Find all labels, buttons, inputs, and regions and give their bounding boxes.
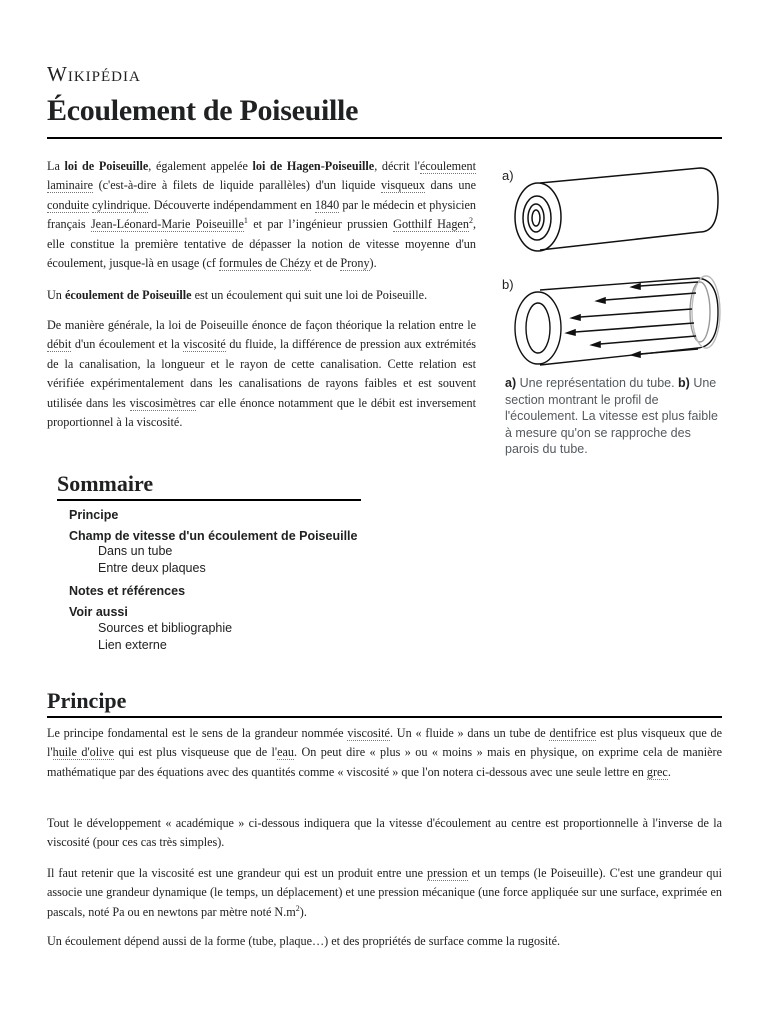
tube-illustration xyxy=(500,160,722,370)
text: qui est plus visqueuse que de l' xyxy=(114,745,278,760)
link-hagen[interactable]: Gotthilf Hagen xyxy=(393,217,469,232)
text: . On peut dire « plus » ou « moins » mais en physique, on exprime cela de manière mathématique par des équations avec des quantités comme « viscosité » que l'on notera ci-dessous avec une seule lettre en xyxy=(47,745,722,779)
text: La xyxy=(47,159,65,173)
text: . xyxy=(667,764,671,779)
text: et un temps (le Poiseuille). C'est une grandeur qui associe une grandeur dynamique (le temps, un déplacement) et une pression mécanique (une force appliquée sur une surface, exprimée en pascals, noté Pa ou en newtons par mètre noté N.m xyxy=(47,866,722,919)
toc-item-voir-aussi[interactable]: Voir aussi xyxy=(69,605,128,619)
text: , elle constitue la première tentative de dépasser la notion de vitesse moyenne d'un écoulement, jusque-là en usage (cf xyxy=(47,217,476,271)
tube-a-drawing xyxy=(515,168,718,251)
bold-term: loi de Hagen-Poiseuille xyxy=(252,159,375,173)
toc-item-entre-deux-plaques[interactable]: Entre deux plaques xyxy=(98,561,206,575)
link-viscosimetres[interactable]: viscosimètres xyxy=(129,395,196,410)
text: (c'est-à-dire à filets de liquide parallèles) d'un liquide xyxy=(93,178,381,193)
intro-paragraph-1 xyxy=(47,157,476,273)
figure-label-b: b) xyxy=(502,277,514,292)
bold-term: écoulement de Poiseuille xyxy=(64,288,192,302)
toc-item-champ-de-vitesse[interactable]: Champ de vitesse d'un écoulement de Poiseuille xyxy=(69,529,358,543)
caption-text-b: Une section montrant le profil de l'écoulement. La vitesse est plus faible à mesure qu'on se rapproche des parois du tube. xyxy=(505,376,718,457)
link-debit[interactable]: débit xyxy=(47,337,72,352)
section-divider xyxy=(47,716,722,718)
toc-title: Sommaire xyxy=(57,471,154,496)
section-heading-principe: Principe xyxy=(47,688,127,713)
link-viscosite-2[interactable]: viscosité xyxy=(347,726,390,740)
link-formules-chezy[interactable]: formules de Chézy xyxy=(218,256,311,271)
text: car elle énonce notamment que le débit est inversement proportionnel à la viscosité. xyxy=(47,395,476,430)
text: De manière générale, la loi de Poiseuille énonce de façon théorique la relation entre le xyxy=(47,318,476,332)
link-ecoulement-laminaire[interactable]: écoulement laminaire xyxy=(47,159,477,193)
principe-paragraph-1 xyxy=(47,724,722,782)
reference-1[interactable]: 1 xyxy=(243,216,248,226)
toc-item-dans-un-tube[interactable]: Dans un tube xyxy=(98,544,173,558)
text: Un xyxy=(47,288,65,302)
text: Le principe fondamental est le sens de la grandeur nommée xyxy=(47,726,348,740)
link-prony[interactable]: Prony xyxy=(340,256,370,271)
principe-paragraph-4: Un écoulement dépend aussi de la forme (tube, plaque…) et des propriétés de surface comme la rugosité. xyxy=(47,934,561,948)
wikipedia-wordmark[interactable]: Wikipédia xyxy=(47,62,141,86)
toc-item-sources[interactable]: Sources et bibliographie xyxy=(98,621,233,635)
text: . Un « fluide » dans un tube de xyxy=(389,726,550,740)
link-eau[interactable]: eau xyxy=(277,745,295,760)
text: est un écoulement qui suit une loi de Poiseuille. xyxy=(191,288,428,302)
text: d'un écoulement et la xyxy=(71,337,184,352)
toc-item-notes-references[interactable]: Notes et références xyxy=(69,584,186,598)
link-grec[interactable]: grec xyxy=(646,764,668,779)
link-visqueux[interactable]: visqueux xyxy=(380,178,425,193)
figure-caption xyxy=(505,375,720,458)
text: du fluide, la différence de pression aux extrémités de la canalisation, la longueur et le rayon de cette canalisation. Cette relation est vérifiée expérimentalement dans les canalisations de rayons faibles et est souvent utilisée dans les xyxy=(47,337,476,410)
caption-mark-b: b) xyxy=(678,376,690,390)
principe-paragraph-3 xyxy=(47,864,722,922)
link-huile-olive[interactable]: huile d'olive xyxy=(52,745,115,760)
link-conduite[interactable]: conduite xyxy=(47,197,89,212)
velocity-arrows xyxy=(567,282,698,357)
text: , également appelée xyxy=(148,159,253,173)
text: est plus visqueux que de l' xyxy=(47,726,723,760)
text: par le médecin et physicien français xyxy=(47,197,476,232)
bold-term: loi de Poiseuille xyxy=(64,159,149,173)
text: Il faut retenir que la viscosité est une grandeur qui est un produit entre une xyxy=(47,866,427,880)
text: , décrit l' xyxy=(374,159,420,173)
figure-label-a: a) xyxy=(502,168,514,183)
text: dans une xyxy=(424,178,477,193)
text: . Découverte indépendamment en xyxy=(147,197,315,212)
page-title: Écoulement de Poiseuille xyxy=(47,94,359,127)
link-dentifrice[interactable]: dentifrice xyxy=(549,726,597,740)
link-cylindrique[interactable]: cylindrique xyxy=(92,197,148,212)
intro-paragraph-2 xyxy=(47,286,476,305)
link-poiseuille[interactable]: Jean-Léonard-Marie Poiseuille xyxy=(90,217,244,232)
reference-2[interactable]: 2 xyxy=(468,216,473,226)
title-divider xyxy=(47,137,722,139)
text: et par l’ingénieur prussien xyxy=(247,217,394,232)
toc-divider xyxy=(57,499,361,501)
superscript: 2 xyxy=(295,903,300,913)
principe-paragraph-2: Tout le développement « académique » ci-dessous indiquera que la vitesse d'écoulement au centre est proportionnelle à l'inverse de la viscosité (pour ces cas très simples). xyxy=(47,816,722,850)
tube-figure[interactable] xyxy=(500,160,722,375)
caption-mark-a: a) xyxy=(505,376,517,390)
caption-text-a: Une représentation du tube. xyxy=(516,376,679,390)
intro-paragraph-3 xyxy=(47,316,476,432)
toc-item-principe[interactable]: Principe xyxy=(69,508,119,522)
link-1840[interactable]: 1840 xyxy=(314,197,340,212)
link-viscosite[interactable]: viscosité xyxy=(183,337,226,352)
text: ). xyxy=(369,256,377,271)
toc-item-lien-externe[interactable]: Lien externe xyxy=(98,638,167,652)
text: et de xyxy=(310,256,341,271)
link-pression[interactable]: pression xyxy=(426,866,468,880)
text: ). xyxy=(299,904,307,919)
tube-b-drawing xyxy=(515,276,720,365)
